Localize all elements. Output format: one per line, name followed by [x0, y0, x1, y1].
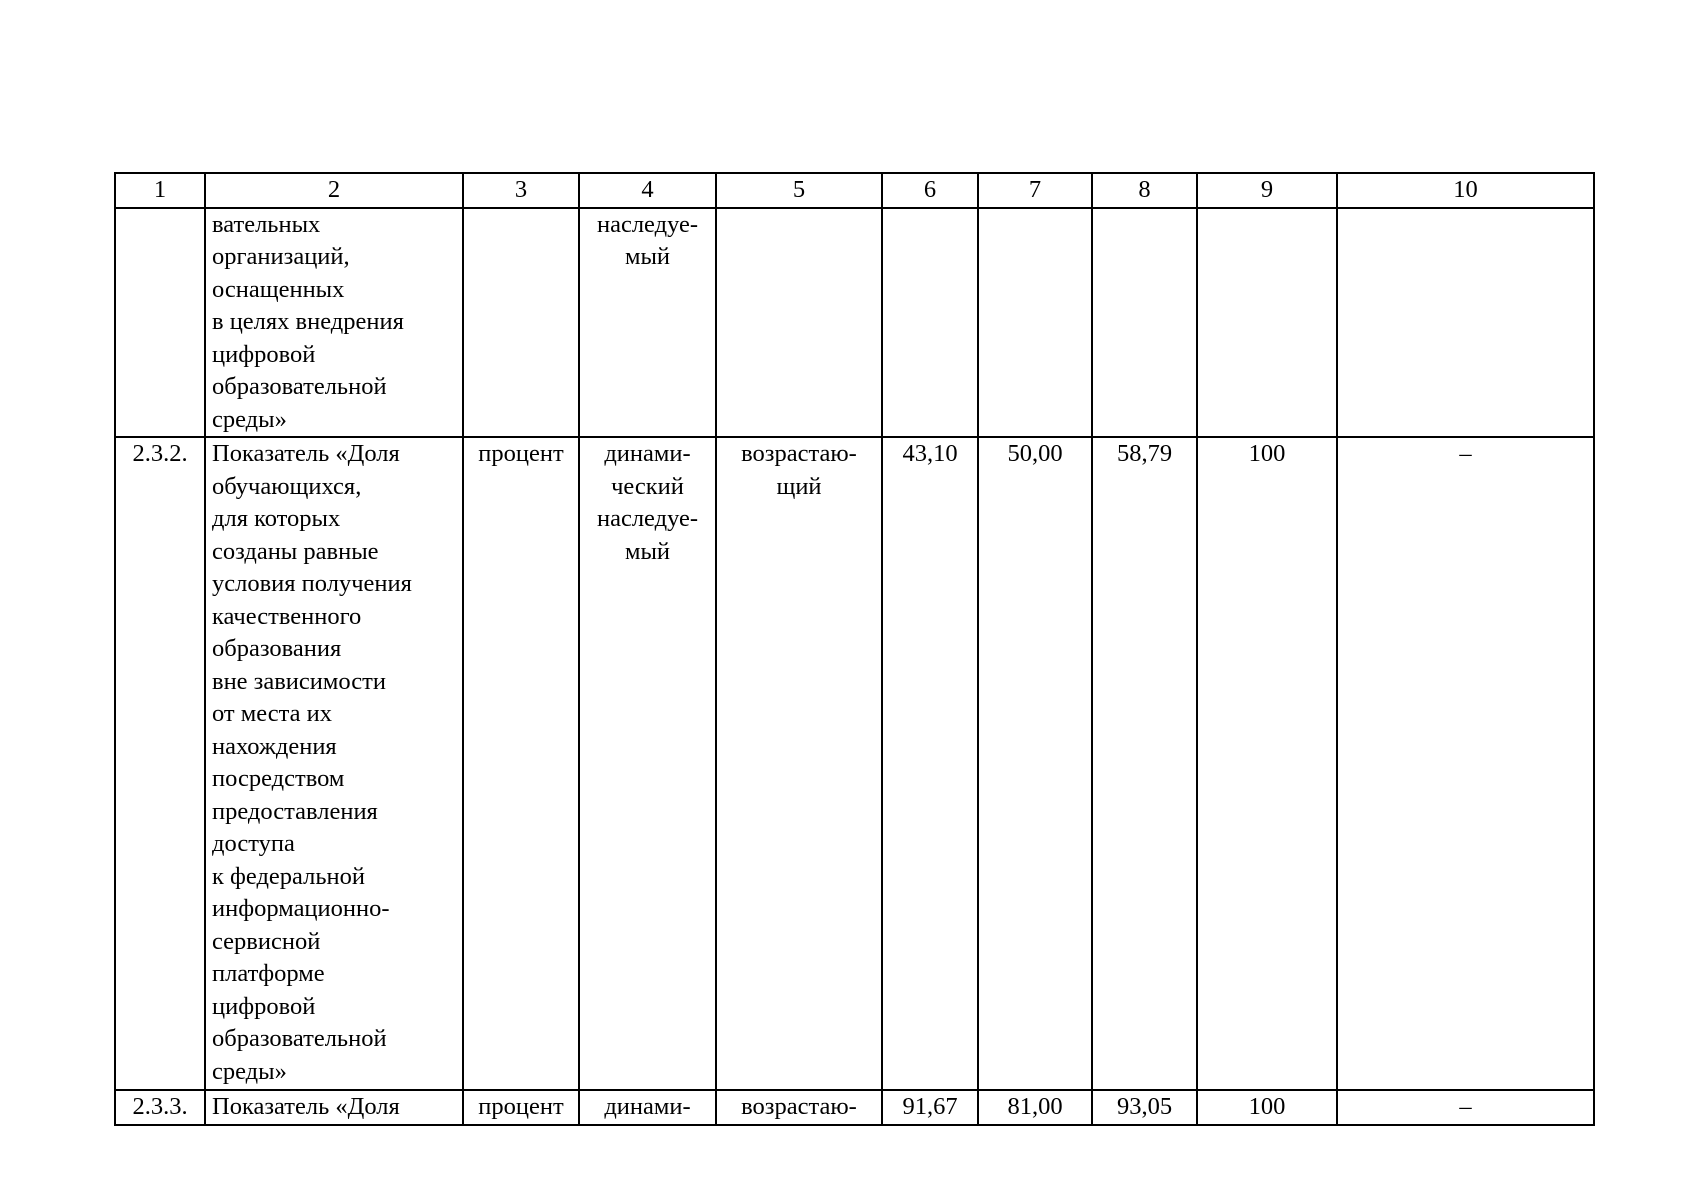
- value-col-6: 43,10: [882, 437, 978, 1090]
- value-col-8: 93,05: [1092, 1090, 1197, 1125]
- indicator-name: Показатель «Доля: [205, 1090, 463, 1125]
- unit: [463, 208, 579, 438]
- unit: процент: [463, 437, 579, 1090]
- col-header-6: 6: [882, 173, 978, 208]
- table-row: [115, 1090, 1594, 1125]
- value-col-6: 91,67: [882, 1090, 978, 1125]
- indicator-type: динами- ческий наследуе- мый: [579, 437, 716, 1090]
- value-col-10: –: [1337, 437, 1594, 1090]
- unit: процент: [463, 1090, 579, 1125]
- indicator-type: наследуе- мый: [579, 208, 716, 438]
- value-col-8: 58,79: [1092, 437, 1197, 1090]
- value-col-9: 100: [1197, 437, 1337, 1090]
- col-header-3: 3: [463, 173, 579, 208]
- value-col-9: 100: [1197, 1090, 1337, 1125]
- indicators-table: [114, 172, 1595, 1126]
- indicator-type: динами-: [579, 1090, 716, 1125]
- row-number: 2.3.2.: [115, 437, 205, 1090]
- value-col-9: [1197, 208, 1337, 438]
- value-col-7: 50,00: [978, 437, 1092, 1090]
- indicator-trend: [716, 208, 882, 438]
- col-header-7: 7: [978, 173, 1092, 208]
- indicator-trend: возрастаю-: [716, 1090, 882, 1125]
- value-col-8: [1092, 208, 1197, 438]
- value-col-10: –: [1337, 1090, 1594, 1125]
- table-row: [115, 437, 1594, 1090]
- indicator-name: вательных организаций, оснащенных в целях внедрения цифровой образовательной среды»: [205, 208, 463, 438]
- table-row: [115, 208, 1594, 438]
- col-header-9: 9: [1197, 173, 1337, 208]
- col-header-8: 8: [1092, 173, 1197, 208]
- col-header-5: 5: [716, 173, 882, 208]
- indicator-trend: возрастаю- щий: [716, 437, 882, 1090]
- row-number: [115, 208, 205, 438]
- row-number: 2.3.3.: [115, 1090, 205, 1125]
- col-header-10: 10: [1337, 173, 1594, 208]
- col-header-2: 2: [205, 173, 463, 208]
- value-col-7: [978, 208, 1092, 438]
- indicator-name: Показатель «Доля обучающихся, для которых созданы равные условия получения качественного образования вне зависимости от места их нахождения посредством предоставления доступа к федеральной информационно- сервисной платформе цифровой образовательной среды»: [205, 437, 463, 1090]
- value-col-7: 81,00: [978, 1090, 1092, 1125]
- value-col-6: [882, 208, 978, 438]
- column-number-row: [115, 173, 1594, 208]
- col-header-4: 4: [579, 173, 716, 208]
- value-col-10: [1337, 208, 1594, 438]
- col-header-1: 1: [115, 173, 205, 208]
